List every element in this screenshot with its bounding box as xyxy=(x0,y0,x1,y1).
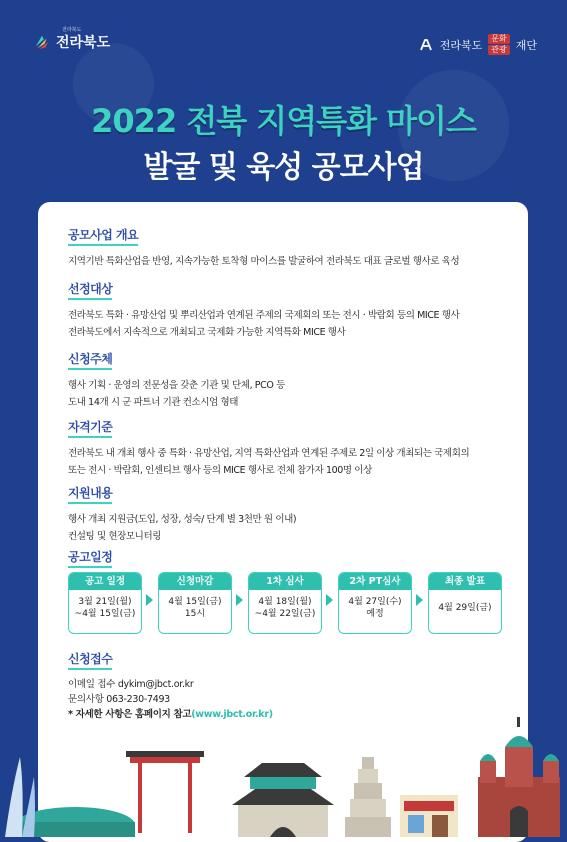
contact-phone: 문의사항 063-230-7493 xyxy=(68,694,170,705)
traditional-gate-icon xyxy=(232,763,334,837)
schedule-step-2 xyxy=(158,572,232,634)
criteria-line-1: 전라북도 내 개최 행사 중 특화 · 유망산업, 지역 특화산업과 연계된 주제로 2일 이상 개최되는 국제회의 xyxy=(68,448,470,459)
step-3-date: 4월 18일(월) ~4월 22일(금) xyxy=(254,597,316,619)
section-overview xyxy=(68,224,518,270)
criteria-line-2: 또는 전시 · 박람회, 인센티브 행사 등의 MICE 행사로 전체 참가자 100명 이상 xyxy=(68,465,372,476)
homepage-link[interactable]: (www.jbct.or.kr) xyxy=(191,709,273,720)
step-3-title: 1차 심사 xyxy=(249,573,321,590)
section-schedule xyxy=(68,546,518,575)
step-5-title: 최종 발표 xyxy=(429,573,501,590)
applicant-line-2: 도내 14개 시 군 파트너 기관 컨소시엄 형태 xyxy=(68,397,239,408)
section-title-schedule: 공고일정 xyxy=(68,548,112,568)
section-criteria xyxy=(68,416,518,479)
arrow-right-icon xyxy=(146,594,153,606)
step-1-date: 3월 21일(월) ~4월 15일(금) xyxy=(74,597,136,619)
section-contact xyxy=(68,648,518,722)
section-title-criteria: 자격기준 xyxy=(68,418,112,438)
contact-note-text: * 자세한 사항은 홈페이지 참고 xyxy=(68,709,192,720)
right-logo-badge-2: 관광 xyxy=(488,45,509,55)
target-line-2: 전라북도에서 지속적으로 개최되고 국제화 가능한 지역특화 MICE 행사 xyxy=(68,327,346,338)
contact-email: 이메일 접수 dykim@jbct.or.kr xyxy=(68,679,194,690)
section-support xyxy=(68,482,518,545)
schedule-step-1 xyxy=(68,572,142,634)
main-title-line-1: 2022 전북 지역특화 마이스 xyxy=(91,102,476,140)
right-logo-tail: 재단 xyxy=(515,38,537,52)
right-logo-badge-1: 문화 xyxy=(488,34,509,44)
schedule-step-5 xyxy=(428,572,502,634)
section-title-overview: 공모사업 개요 xyxy=(68,226,138,246)
right-logo-text: 전라북도 xyxy=(439,38,483,52)
jeonbuk-logo xyxy=(34,32,110,52)
shop-building-icon xyxy=(400,795,458,837)
foundation-emblem-icon xyxy=(418,37,434,53)
applicant-line-1: 행사 기획 · 운영의 전문성을 갖춘 기관 및 단체, PCO 등 xyxy=(68,380,285,391)
arrow-right-icon xyxy=(326,594,333,606)
step-2-date: 4월 15일(금) 15시 xyxy=(168,597,222,619)
support-line-2: 컨설팅 및 현장모니터링 xyxy=(68,531,162,542)
section-title-target: 선정대상 xyxy=(68,280,112,300)
arrow-right-icon xyxy=(236,594,243,606)
step-2-title: 신청마감 xyxy=(159,573,231,590)
step-1-title: 공고 일정 xyxy=(69,573,141,590)
schedule-step-3 xyxy=(248,572,322,634)
left-logo-text: 전라북도 xyxy=(56,35,111,51)
cathedral-icon xyxy=(478,717,560,837)
landmark-skyline-illustration xyxy=(0,717,567,837)
section-title-applicant: 신청주체 xyxy=(68,350,112,370)
step-5-date: 4월 29일(금) xyxy=(438,603,492,613)
header xyxy=(0,0,567,80)
arrow-right-icon xyxy=(416,594,423,606)
support-line-1: 행사 개최 지원금(도입, 성장, 성숙/ 단계 별 3천만 원 이내) xyxy=(68,514,297,525)
stone-pagoda-icon xyxy=(345,757,391,837)
target-line-1: 전라북도 특화 · 유망산업 및 뿌리산업과 연계된 주제의 국제회의 또는 전시 · 박람회 등의 MICE 행사 xyxy=(68,310,460,321)
left-logo-small-text: 전라북도 xyxy=(62,27,82,33)
section-title-contact: 신청접수 xyxy=(68,650,112,670)
step-4-title: 2차 PT심사 xyxy=(339,573,411,590)
section-target xyxy=(68,278,518,341)
step-4-date: 4월 27일(수) 예정 xyxy=(348,597,402,619)
stadium-dome-icon xyxy=(5,757,135,837)
jeonbuk-emblem-icon xyxy=(34,33,50,51)
section-title-support: 지원내용 xyxy=(68,484,112,504)
main-title-line-2: 발굴 및 육성 공모사업 xyxy=(143,150,424,185)
culture-tourism-foundation-logo xyxy=(418,34,537,55)
schedule-steps xyxy=(68,572,508,632)
overview-line-1: 지역기반 특화산업을 반영, 지속가능한 토착형 마이스를 발굴하여 전라북도 대표 글로벌 행사로 육성 xyxy=(68,256,460,267)
section-applicant xyxy=(68,348,518,411)
red-gate-icon xyxy=(126,751,204,833)
schedule-step-4 xyxy=(338,572,412,634)
